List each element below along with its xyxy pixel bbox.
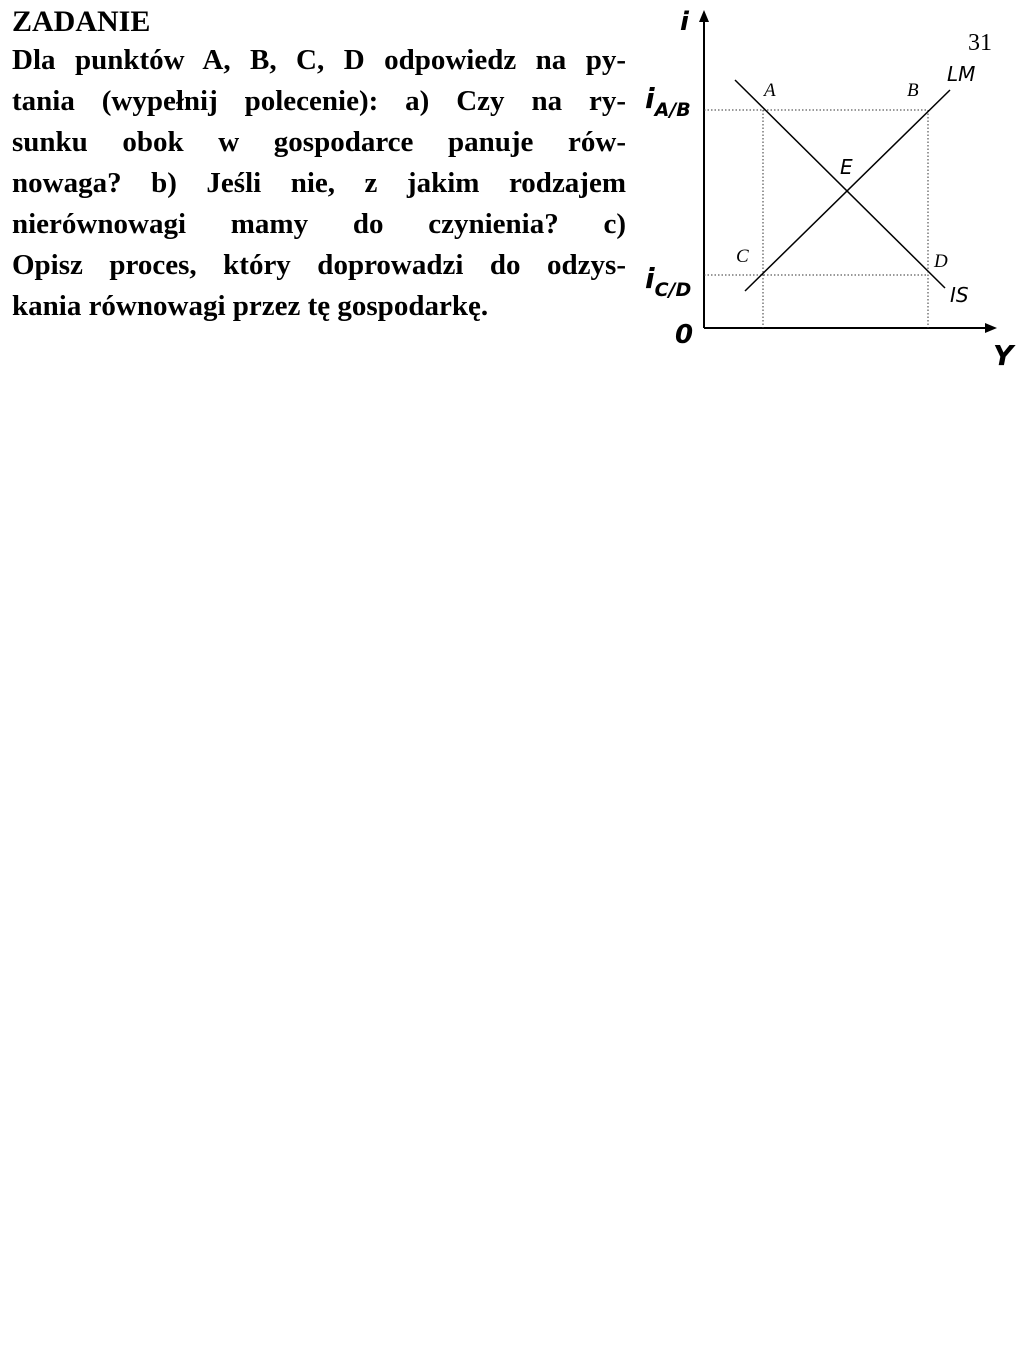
lm-curve-label: LM bbox=[947, 62, 976, 86]
page-number: 31 bbox=[968, 30, 992, 56]
rate-high-main: i bbox=[645, 82, 655, 115]
task-body-line: tania (wypełnij polecenie): a) Czy na ry- bbox=[12, 85, 626, 117]
x-axis-arrow-icon bbox=[985, 323, 997, 333]
task-body-line: sunku obok w gospodarce panuje rów- bbox=[12, 126, 626, 158]
is-curve-label: IS bbox=[950, 283, 969, 307]
point-a-label: A bbox=[764, 80, 776, 101]
x-axis-label: Y bbox=[993, 339, 1014, 372]
origin-label: 0 bbox=[675, 320, 694, 350]
task-heading: ZADANIE bbox=[12, 5, 151, 38]
task-body-line: kania równowagi przez tę gospodarkę. bbox=[12, 290, 489, 322]
rate-high-label bbox=[645, 82, 691, 121]
rate-low-main: i bbox=[645, 262, 655, 295]
y-axis-label: i bbox=[680, 7, 689, 37]
task-body-line: Opisz proces, który doprowadzi do odzys- bbox=[12, 249, 626, 281]
point-e-label: E bbox=[840, 155, 853, 179]
point-d-label: D bbox=[934, 251, 948, 272]
task-body-line: nierównowagi mamy do czynienia? c) bbox=[12, 208, 626, 240]
task-body-line: Dla punktów A, B, C, D odpowiedz na py- bbox=[12, 44, 626, 76]
rate-high-sub: A/B bbox=[654, 99, 691, 121]
point-c-label: C bbox=[736, 246, 749, 267]
task-body-line: nowaga? b) Jeśli nie, z jakim rodzajem bbox=[12, 167, 626, 199]
is-lm-diagram bbox=[630, 0, 1014, 380]
rate-low-label bbox=[645, 262, 691, 301]
y-axis-arrow-icon bbox=[699, 10, 709, 22]
rate-low-sub: C/D bbox=[654, 279, 692, 301]
is-curve bbox=[735, 80, 945, 288]
task-block bbox=[12, 4, 626, 327]
task-body bbox=[12, 40, 626, 327]
point-b-label: B bbox=[907, 80, 919, 101]
